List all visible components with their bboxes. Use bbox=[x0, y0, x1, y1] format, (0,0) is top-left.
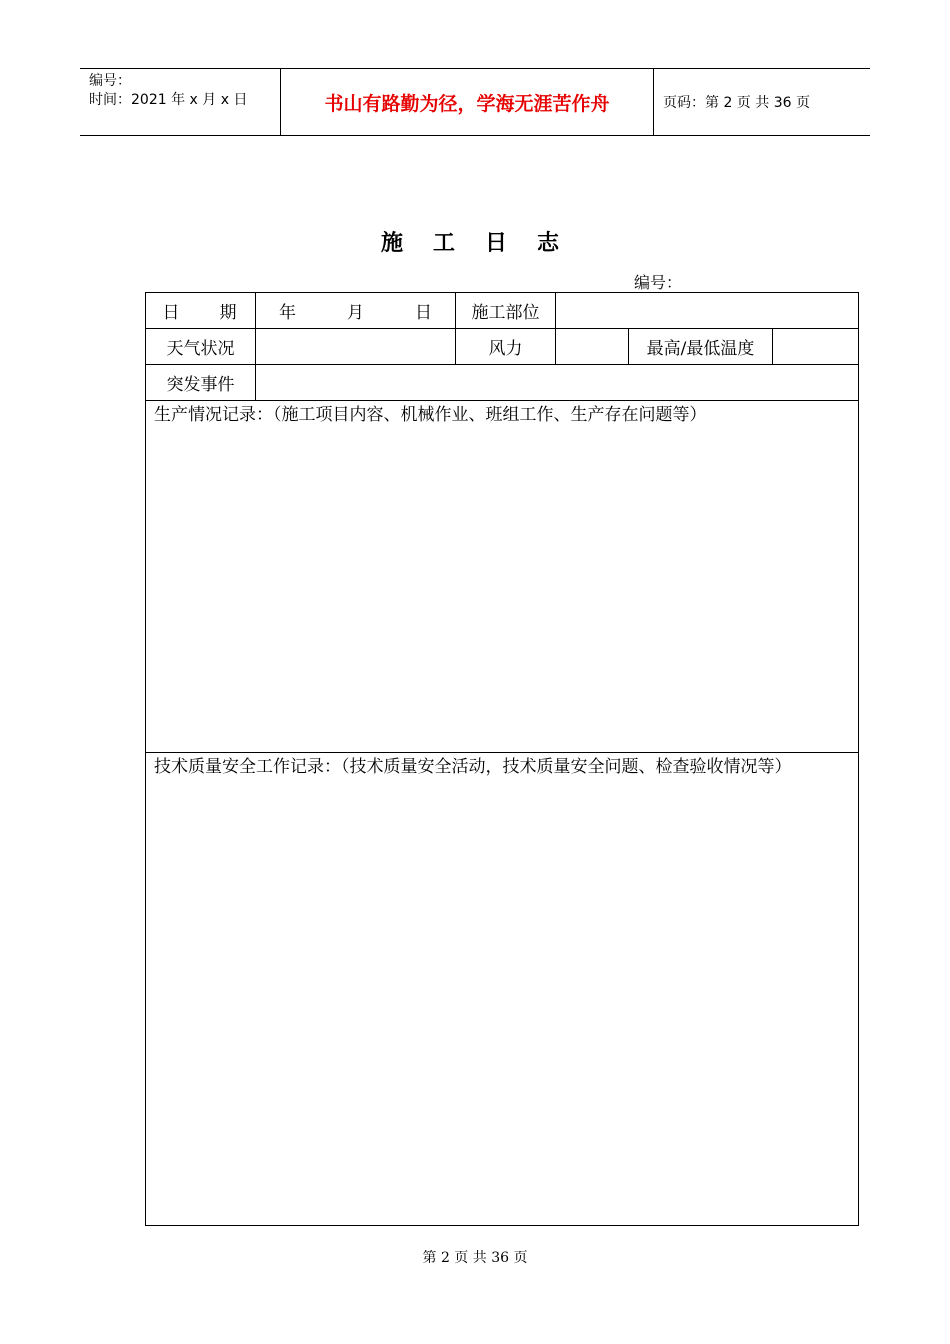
header-page-info: 页码：第 2 页 共 36 页 bbox=[663, 95, 810, 111]
page-title: 施工日志 bbox=[380, 231, 589, 256]
table-row-incident bbox=[146, 365, 859, 401]
quality-record-label: 技术质量安全工作记录：（技术质量安全活动，技术质量安全问题、检查验收情况等） bbox=[154, 757, 792, 777]
table-row-date bbox=[146, 293, 859, 329]
construction-log-table bbox=[145, 292, 859, 1226]
wind-label: 风力 bbox=[456, 329, 556, 365]
weather-label: 天气状况 bbox=[146, 329, 256, 365]
production-record-label: 生产情况记录：（施工项目内容、机械作业、班组工作、生产存在问题等） bbox=[154, 405, 707, 425]
weather-field[interactable] bbox=[256, 329, 456, 365]
incident-field[interactable] bbox=[256, 365, 859, 401]
table-row-quality bbox=[146, 753, 859, 1226]
page-footer: 第 2 页 共 36 页 bbox=[422, 1250, 528, 1266]
date-label: 日 期 bbox=[146, 293, 256, 329]
production-record-field[interactable] bbox=[146, 401, 859, 753]
date-field[interactable]: 年 月 日 bbox=[256, 293, 456, 329]
quality-record-field[interactable] bbox=[146, 753, 859, 1226]
header-time: 时间：2021 年 x 月 x 日 bbox=[89, 92, 248, 108]
incident-label: 突发事件 bbox=[146, 365, 256, 401]
site-field[interactable] bbox=[556, 293, 859, 329]
header-meta bbox=[80, 69, 281, 135]
wind-field[interactable] bbox=[556, 329, 629, 365]
table-row-weather bbox=[146, 329, 859, 365]
temperature-label: 最高/最低温度 bbox=[629, 329, 773, 365]
doc-number-label: 编号： bbox=[634, 273, 683, 292]
header-number-label: 编号： bbox=[89, 73, 131, 89]
document-header bbox=[80, 68, 870, 136]
header-slogan: 书山有路勤为径，学海无涯苦作舟 bbox=[281, 69, 654, 135]
site-label: 施工部位 bbox=[456, 293, 556, 329]
table-row-production bbox=[146, 401, 859, 753]
temperature-field[interactable] bbox=[773, 329, 859, 365]
